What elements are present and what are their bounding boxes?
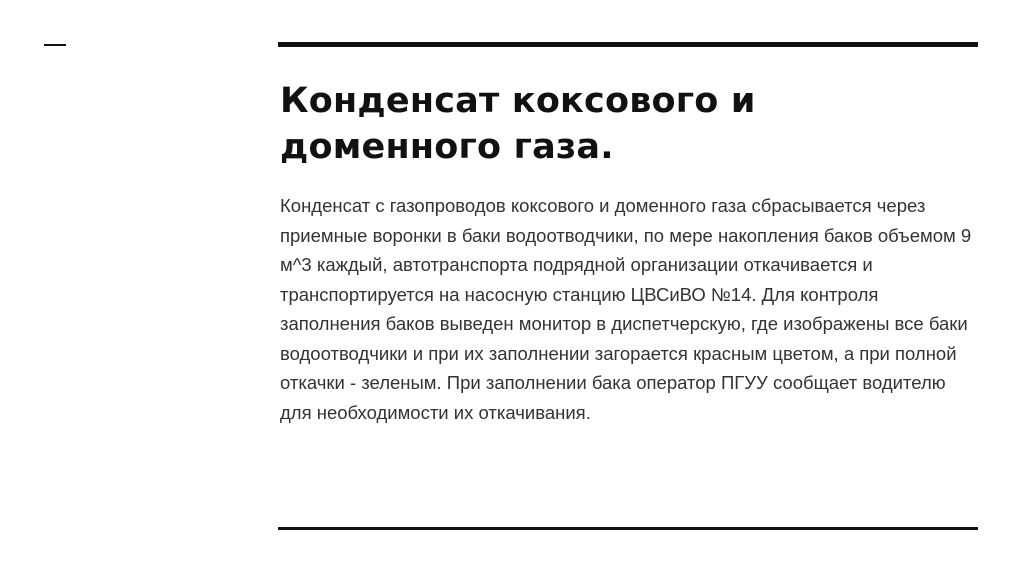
- top-divider-line: [278, 42, 978, 47]
- slide-body-text: Конденсат с газопроводов коксового и доменного газа сбрасывается через приемные воронки в баки водоотводчики, по мере накопления баков объемом 9 м^3 каждый, автотранспорта подрядной организации откачивается и транспортируется на насосную станцию ЦВСиВО №14. Для контроля заполнения баков выведен монитор в диспетчерскую, где изображены все баки водоотводчики и при их заполнении загорается красным цветом, а при полной откачки - зеленым. При заполнении бака оператор ПГУУ сообщает водителю для необходимости их откачивания.: [280, 195, 972, 423]
- bottom-divider-line: [278, 527, 978, 530]
- corner-dash-decoration: [44, 44, 66, 46]
- slide-title: Конденсат коксового и доменного газа.: [280, 81, 756, 167]
